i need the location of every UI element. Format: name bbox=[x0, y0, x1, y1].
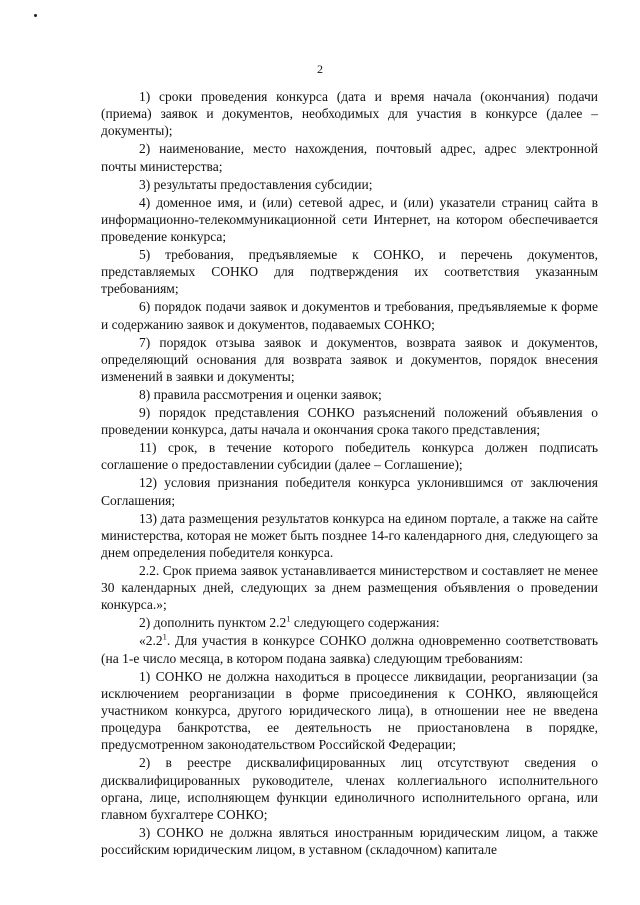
amendment-intro-sup: 1 bbox=[286, 613, 291, 624]
list-item-13: 13) дата размещения результатов конкурса на едином портале, а также на сайте министерства, которая не может быть позднее 14-го календарного дня, следующего за днем определения победителя конкурса. bbox=[101, 510, 598, 561]
list-item-3: 3) результаты предоставления субсидии; bbox=[139, 176, 373, 192]
clause-2-2-1-after: . Для участия в конкурсе СОНКО должна одновременно соответствовать (на 1-е число месяца, в котором подана заявка) следующим требованиям: bbox=[101, 633, 598, 666]
scan-speck bbox=[34, 14, 37, 17]
page-number: 2 bbox=[317, 62, 323, 76]
list-item-8: 8) правила рассмотрения и оценки заявок; bbox=[139, 387, 382, 403]
document-body bbox=[101, 88, 598, 859]
list-item-12: 12) условия признания победителя конкурса уклонившимся от заключения Соглашения; bbox=[101, 475, 598, 508]
list-item-6: 6) порядок подачи заявок и документов и требования, предъявляемые к форме и содержанию заявок и документов, подаваемых СОНКО; bbox=[101, 299, 598, 332]
list-item-11: 11) срок, в течение которого победитель конкурса должен подписать соглашение о предоставлении субсидии (далее – Соглашение); bbox=[101, 440, 598, 473]
clause-2-2: 2.2. Срок приема заявок устанавливается министерством и составляет не менее 30 календарных дней, следующих за днем размещения объявления о проведении конкурса.»; bbox=[101, 563, 598, 613]
clause-2-2-1 bbox=[101, 632, 598, 666]
amendment-intro-before: 2) дополнить пунктом 2.2 bbox=[139, 615, 287, 631]
clause-2-2-1-sup: 1 bbox=[162, 631, 167, 642]
requirement-2: 2) в реестре дисквалифицированных лиц отсутствуют сведения о дисквалифицированных руководителе, членах коллегиального исполнительного органа, лице, исполняющем функции единоличного исполнительного органа, или главном бухгалтере СОНКО; bbox=[101, 755, 598, 823]
list-item-1: 1) сроки проведения конкурса (дата и время начала (окончания) подачи (приема) заявок и документов, необходимых для участия в конкурсе (далее – документы); bbox=[101, 89, 598, 139]
list-item-5: 5) требования, предъявляемые к СОНКО, и перечень документов, представляемых СОНКО для подтверждения их соответствия указанным требованиям; bbox=[101, 247, 598, 297]
amendment-intro bbox=[101, 614, 598, 631]
list-item-2: 2) наименование, место нахождения, почтовый адрес, адрес электронной почты министерства; bbox=[101, 141, 598, 174]
list-item-7: 7) порядок отзыва заявок и документов, возврата заявок и документов, определяющий основания для возврата заявок и документов, порядок внесения изменений в заявки и документы; bbox=[101, 334, 598, 385]
clause-2-2-1-before: «2.2 bbox=[139, 633, 163, 649]
amendment-intro-after: следующего содержания: bbox=[290, 615, 440, 631]
list-item-9: 9) порядок представления СОНКО разъяснений положений объявления о проведении конкурса, даты начала и окончания срока такого представления; bbox=[101, 405, 598, 438]
list-item-4: 4) доменное имя, и (или) сетевой адрес, и (или) указатели страниц сайта в информационно-телекоммуникационной сети Интернет, на котором обеспечивается проведение конкурса; bbox=[101, 194, 598, 245]
requirement-3: 3) СОНКО не должна являться иностранным юридическим лицом, а также российским юридическим лицом, в уставном (складочном) капитале bbox=[101, 825, 598, 858]
requirement-1: 1) СОНКО не должна находиться в процессе ликвидации, реорганизации (за исключением реорганизации в форме присоединения к СОНКО, являющейся участником конкурса, другого юридического лица), в отношении нее не введена процедура банкротства, ее деятельность не приостановлена в порядке, предусмотренном законодательством Российской Федерации; bbox=[101, 668, 598, 753]
